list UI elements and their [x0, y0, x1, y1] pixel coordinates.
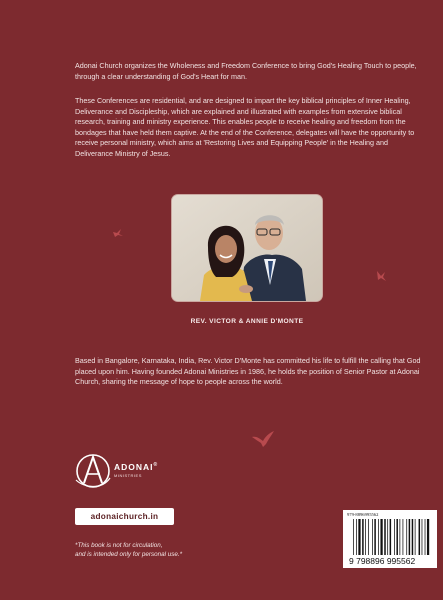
- barcode-bar: [406, 519, 407, 555]
- intro-paragraph-2: These Conferences are residential, and are designed to impart the key biblical principles of Inner Healing, Deliverance and Discipleship, which are explained and illustrated with examples from extensive biblical research, training and ministry experience. This enables people to receive healing and freedom from the bondages that have held them captive. At the end of the Conference, delegates will have the opportunity to receive personal ministry, which aims at 'Restoring Lives and Equipping People' in the Healing and Deliverance Ministry of Jesus.: [75, 96, 415, 158]
- bird-icon: [112, 228, 124, 238]
- barcode-bar: [425, 519, 426, 555]
- barcode-bar: [403, 519, 404, 555]
- barcode-bar: [390, 519, 392, 555]
- circulation-note: [75, 541, 255, 559]
- bird-icon: [375, 270, 387, 282]
- note-line-1: *This book is not for circulation,: [75, 542, 163, 549]
- barcode-bar: [419, 519, 421, 555]
- couple-photo-image: [172, 195, 322, 301]
- barcode-bar: [384, 519, 386, 555]
- barcode-bar: [368, 519, 369, 555]
- barcode-bar: [358, 519, 360, 555]
- barcode-bar: [378, 519, 379, 555]
- barcode-bar: [400, 519, 401, 555]
- isbn-barcode: [343, 510, 437, 568]
- barcode-digits: 9 798896 995562: [349, 556, 416, 566]
- adonai-ministries-logo: [74, 450, 184, 492]
- barcode-bar: [387, 519, 388, 555]
- barcode-bar: [356, 519, 357, 555]
- barcode-icon: [347, 519, 433, 566]
- intro-paragraph-1: Adonai Church organizes the Wholeness and Freedom Conference to bring God's Healing Touch to people, through a clear understanding of God's Heart for man.: [75, 61, 417, 81]
- isbn-label: 979-8896995562: [347, 512, 379, 517]
- adonai-a-logo-icon: [74, 450, 112, 492]
- barcode-bar: [409, 519, 411, 555]
- logo-name: ADONAI®: [114, 462, 159, 472]
- barcode-bar: [422, 519, 423, 555]
- note-line-2: and is intended only for personal use.*: [75, 551, 183, 558]
- website-text: adonaichurch.in: [90, 512, 159, 521]
- bio-paragraph: Based in Bangalore, Karnataka, India, Rev. Victor D'Monte has committed his life to fulfill the calling that God placed upon him. Having founded Adonai Ministries in 1986, he holds the position of Senior Pastor at Adonai Church, sharing the message of hope to people across the world.: [75, 356, 421, 387]
- couple-photo: [172, 195, 322, 301]
- barcode-bar: [415, 519, 416, 555]
- barcode-bar: [412, 519, 414, 555]
- photo-caption: REV. VICTOR & ANNIE D'MONTE: [190, 318, 304, 325]
- barcode-bar: [427, 519, 429, 555]
- website-badge: [75, 508, 174, 525]
- barcode-bar: [396, 519, 398, 555]
- barcode-bar: [362, 519, 364, 555]
- barcode-bar: [353, 519, 354, 555]
- barcode-bar: [372, 519, 373, 555]
- barcode-bar: [374, 519, 376, 555]
- logo-subtitle: MINISTRIES: [114, 473, 142, 478]
- barcode-bar: [394, 519, 395, 555]
- bird-icon: [251, 430, 275, 448]
- barcode-bar: [365, 519, 366, 555]
- barcode-bar: [380, 519, 382, 555]
